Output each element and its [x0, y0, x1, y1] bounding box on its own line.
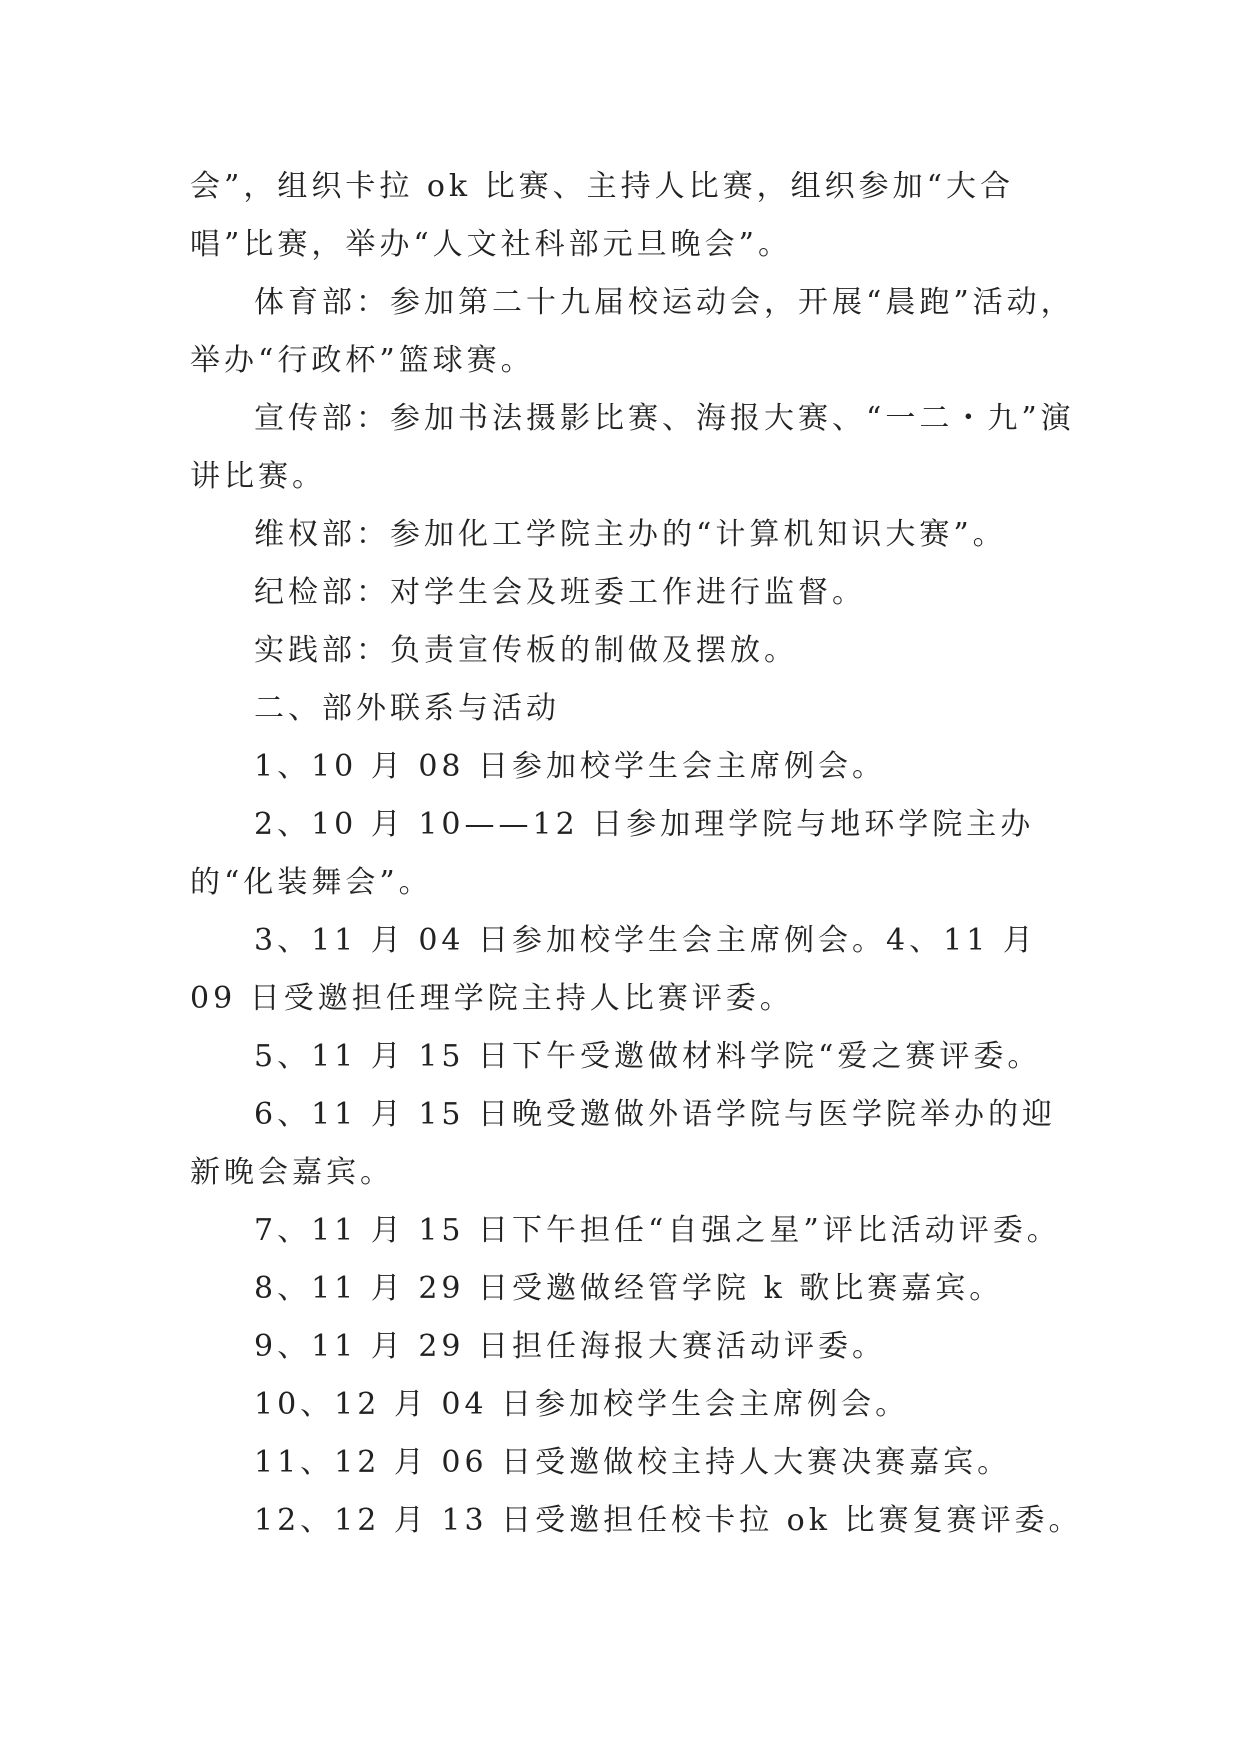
list-item-9: 9、11 月 29 日担任海报大赛活动评委。 — [254, 1329, 887, 1364]
list-item-2: 2、10 月 10——12 日参加理学院与地环学院主办的“化装舞会”。 — [190, 807, 1035, 900]
paragraph-discipline-department: 纪检部：对学生会及班委工作进行监督。 — [254, 575, 866, 610]
paragraph-sports-department: 体育部：参加第二十九届校运动会，开展“晨跑”活动，举办“行政杯”篮球赛。 — [190, 285, 1075, 378]
paragraph-continuation: 会”，组织卡拉 ok 比赛、主持人比赛，组织参加“大合唱”比赛，举办“人文社科部元旦晚会”。 — [190, 169, 1014, 262]
list-item-7: 7、11 月 15 日下午担任“自强之星”评比活动评委。 — [254, 1213, 1061, 1248]
list-item-5: 5、11 月 15 日下午受邀做材料学院“爱之赛评委。 — [254, 1039, 1042, 1074]
list-item-10: 10、12 月 04 日参加校学生会主席例会。 — [254, 1387, 910, 1422]
paragraph-rights-department: 维权部：参加化工学院主办的“计算机知识大赛”。 — [254, 517, 1007, 552]
list-item-12: 12、12 月 13 日受邀担任校卡拉 ok 比赛复赛评委。 — [254, 1503, 1083, 1538]
list-item-8: 8、11 月 29 日受邀做经管学院 k 歌比赛嘉宾。 — [254, 1271, 1004, 1306]
list-item-3-4: 3、11 月 04 日参加校学生会主席例会。4、11 月 09 日受邀担任理学院主持人比赛评委。 — [190, 923, 1051, 1016]
section-heading-external-activities: 二、部外联系与活动 — [254, 691, 560, 726]
list-item-1: 1、10 月 08 日参加校学生会主席例会。 — [254, 749, 887, 784]
document-body — [190, 158, 1090, 1550]
paragraph-practice-department: 实践部：负责宣传板的制做及摆放。 — [254, 633, 798, 668]
list-item-6: 6、11 月 15 日晚受邀做外语学院与医学院举办的迎新晚会嘉宾。 — [190, 1097, 1057, 1190]
paragraph-publicity-department: 宣传部：参加书法摄影比赛、海报大赛、“一二・九”演讲比赛。 — [190, 401, 1075, 494]
list-item-11: 11、12 月 06 日受邀做校主持人大赛决赛嘉宾。 — [254, 1445, 1012, 1480]
